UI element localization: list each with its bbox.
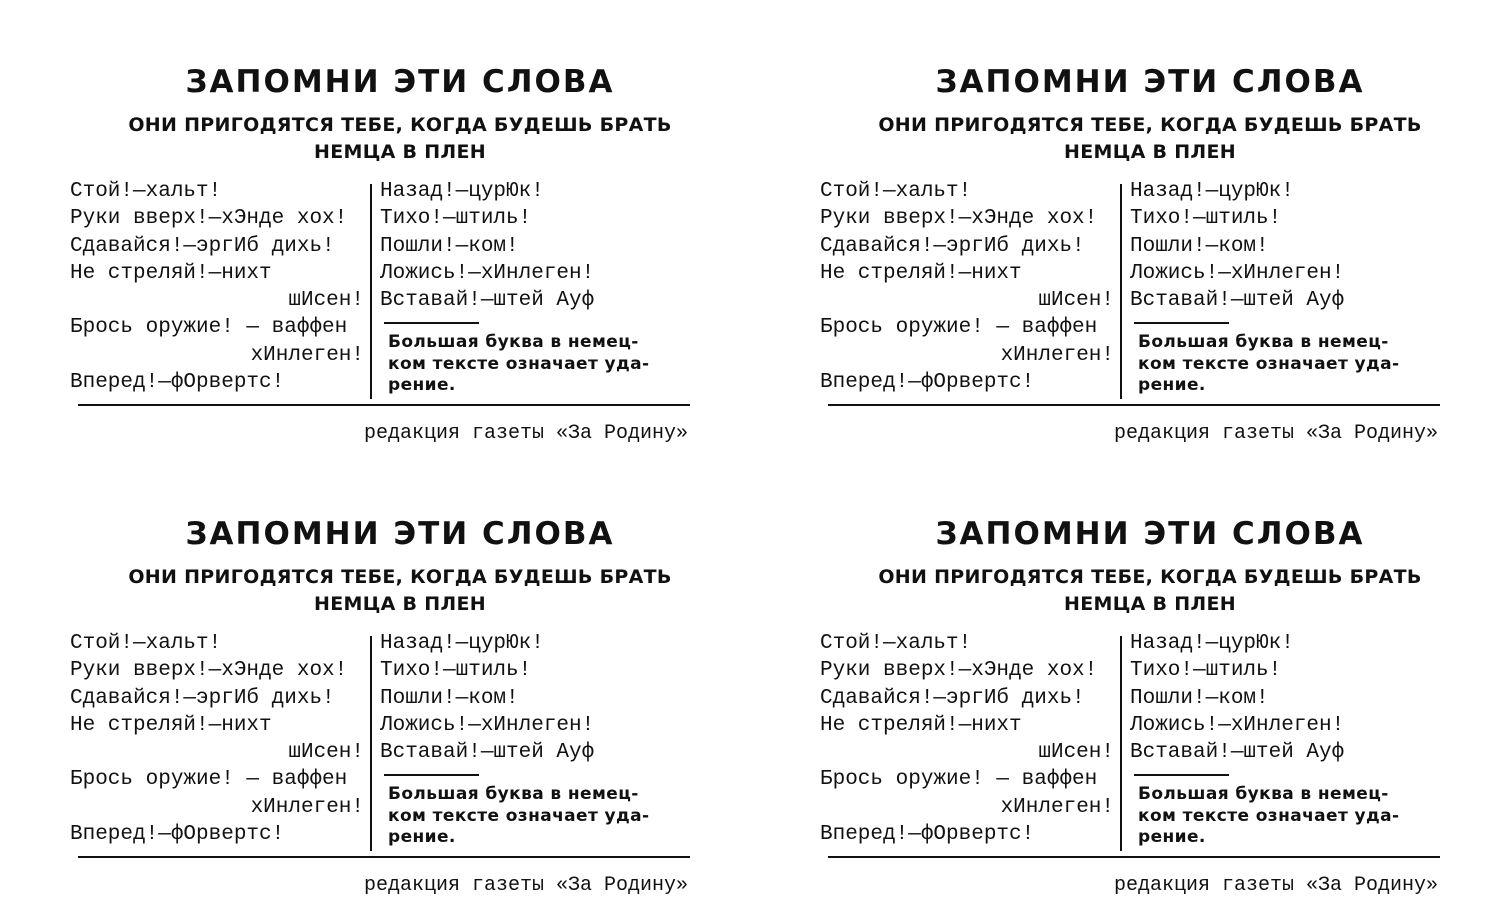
phrase-line: Не стреляй!—нихт	[70, 261, 272, 285]
column-divider	[1120, 636, 1122, 851]
phrase-line: Руки вверх!—хЭнде хох!	[70, 207, 348, 231]
note-line: рение.	[388, 375, 456, 395]
phrase-line: Брось оружие! — ваффен	[70, 316, 348, 340]
phrase-line: Брось оружие! — ваффен	[820, 316, 1098, 340]
note-line: Большая буква в немец-	[1138, 784, 1389, 804]
phrase-line: Стой!—хальт!	[820, 180, 972, 203]
card-title: ЗАПОМНИ ЭТИ СЛОВА	[935, 516, 1365, 552]
phrase-line: Не стреляй!—нихт	[820, 713, 1022, 737]
phrase-line: Пошли!—ком!	[1130, 234, 1269, 258]
phrase-line: хИнлеген!	[250, 343, 364, 367]
phrase-line: Назад!—цурЮк!	[380, 180, 544, 203]
phrase-line: Сдавайся!—эргИб дихь!	[820, 686, 1085, 710]
editorial-credit: редакция газеты «За Родину»	[363, 422, 688, 445]
phrase-line: Тихо!—штиль!	[1130, 659, 1282, 683]
phrase-line: Не стреляй!—нихт	[70, 713, 272, 737]
subtitle-line: ОНИ ПРИГОДЯТСЯ ТЕБЕ, КОГДА БУДЕШЬ БРАТЬ	[878, 114, 1422, 136]
phrase-line: Вставай!—штей Ауф	[380, 741, 595, 765]
card-subtitle	[70, 112, 730, 166]
phrase-line: Сдавайся!—эргИб дихь!	[70, 686, 335, 710]
column-divider	[370, 184, 372, 399]
note-separator	[384, 774, 479, 776]
phrase-line: Тихо!—штиль!	[1130, 207, 1282, 231]
phrases-right-column	[1130, 178, 1430, 314]
note-separator	[384, 322, 479, 324]
note-line: ком тексте означает уда-	[1138, 353, 1400, 374]
subtitle-line: НЕМЦА В ПЛЕН	[1064, 593, 1236, 615]
phrase-line: шИсен!	[288, 289, 364, 313]
column-divider	[370, 636, 372, 851]
subtitle-line: НЕМЦА В ПЛЕН	[314, 593, 486, 615]
leaflet-card-top-right	[820, 24, 1480, 444]
stress-note	[1138, 332, 1428, 397]
editorial-credit: редакция газеты «За Родину»	[1113, 874, 1438, 897]
phrase-line: Ложись!—хИнлеген!	[380, 713, 595, 737]
note-separator	[1134, 322, 1229, 324]
subtitle-line: ОНИ ПРИГОДЯТСЯ ТЕБЕ, КОГДА БУДЕШЬ БРАТЬ	[878, 566, 1422, 588]
note-line: Большая буква в немец-	[388, 332, 639, 352]
phrase-line: шИсен!	[288, 741, 364, 765]
phrase-line: Сдавайся!—эргИб дихь!	[820, 234, 1085, 258]
phrases-right-column	[380, 178, 680, 314]
bottom-rule	[78, 404, 690, 406]
subtitle-line: ОНИ ПРИГОДЯТСЯ ТЕБЕ, КОГДА БУДЕШЬ БРАТЬ	[128, 114, 672, 136]
column-divider	[1120, 184, 1122, 399]
phrase-line: Стой!—хальт!	[70, 632, 222, 655]
note-line: ком тексте означает уда-	[388, 805, 650, 826]
bottom-rule	[78, 856, 690, 858]
phrase-line: Пошли!—ком!	[1130, 686, 1269, 710]
phrase-line: Руки вверх!—хЭнде хох!	[820, 659, 1098, 683]
phrase-line: Ложись!—хИнлеген!	[1130, 713, 1345, 737]
phrase-line: Назад!—цурЮк!	[1130, 180, 1294, 203]
card-title: ЗАПОМНИ ЭТИ СЛОВА	[185, 64, 615, 100]
phrases-left-column	[70, 178, 364, 396]
phrases-left-column	[820, 630, 1114, 848]
phrase-line: Сдавайся!—эргИб дихь!	[70, 234, 335, 258]
bottom-rule	[828, 404, 1440, 406]
note-line: Большая буква в немец-	[1138, 332, 1389, 352]
subtitle-line: ОНИ ПРИГОДЯТСЯ ТЕБЕ, КОГДА БУДЕШЬ БРАТЬ	[128, 566, 672, 588]
note-line: рение.	[388, 827, 456, 847]
phrase-line: Назад!—цурЮк!	[1130, 632, 1294, 655]
bottom-rule	[828, 856, 1440, 858]
stress-note	[1138, 784, 1428, 849]
phrase-line: хИнлеген!	[1000, 795, 1114, 819]
editorial-credit: редакция газеты «За Родину»	[363, 874, 688, 897]
note-line: ком тексте означает уда-	[388, 353, 650, 374]
card-title: ЗАПОМНИ ЭТИ СЛОВА	[185, 516, 615, 552]
phrase-line: Назад!—цурЮк!	[380, 632, 544, 655]
phrase-line: хИнлеген!	[250, 795, 364, 819]
card-subtitle	[820, 112, 1480, 166]
phrase-line: Вставай!—штей Ауф	[380, 289, 595, 313]
note-line: рение.	[1138, 827, 1206, 847]
phrase-line: Вставай!—штей Ауф	[1130, 741, 1345, 765]
card-subtitle	[70, 564, 730, 618]
subtitle-line: НЕМЦА В ПЛЕН	[314, 141, 486, 163]
phrase-line: Брось оружие! — ваффен	[820, 768, 1098, 792]
phrase-line: Вставай!—штей Ауф	[1130, 289, 1345, 313]
phrases-left-column	[70, 630, 364, 848]
note-line: ком тексте означает уда-	[1138, 805, 1400, 826]
leaflet-card-bottom-left	[70, 476, 730, 896]
phrase-line: Стой!—хальт!	[820, 632, 972, 655]
phrase-line: Брось оружие! — ваффен	[70, 768, 348, 792]
phrase-line: Стой!—хальт!	[70, 180, 222, 203]
phrase-line: Вперед!—фОрвертс!	[820, 823, 1035, 847]
phrase-line: Ложись!—хИнлеген!	[380, 261, 595, 285]
phrase-line: Пошли!—ком!	[380, 686, 519, 710]
note-separator	[1134, 774, 1229, 776]
leaflet-card-top-left	[70, 24, 730, 444]
phrases-left-column	[820, 178, 1114, 396]
phrase-line: хИнлеген!	[1000, 343, 1114, 367]
phrase-line: Пошли!—ком!	[380, 234, 519, 258]
editorial-credit: редакция газеты «За Родину»	[1113, 422, 1438, 445]
phrase-line: шИсен!	[1038, 289, 1114, 313]
note-line: Большая буква в немец-	[388, 784, 639, 804]
stress-note	[388, 784, 678, 849]
phrase-line: Ложись!—хИнлеген!	[1130, 261, 1345, 285]
phrase-line: Вперед!—фОрвертс!	[70, 371, 285, 395]
phrase-line: Руки вверх!—хЭнде хох!	[820, 207, 1098, 231]
leaflet-card-bottom-right	[820, 476, 1480, 896]
phrase-line: Тихо!—штиль!	[380, 659, 532, 683]
phrase-line: шИсен!	[1038, 741, 1114, 765]
subtitle-line: НЕМЦА В ПЛЕН	[1064, 141, 1236, 163]
phrase-line: Вперед!—фОрвертс!	[70, 823, 285, 847]
phrase-line: Не стреляй!—нихт	[820, 261, 1022, 285]
phrase-line: Вперед!—фОрвертс!	[820, 371, 1035, 395]
phrases-right-column	[1130, 630, 1430, 766]
card-subtitle	[820, 564, 1480, 618]
phrase-line: Руки вверх!—хЭнде хох!	[70, 659, 348, 683]
phrase-line: Тихо!—штиль!	[380, 207, 532, 231]
note-line: рение.	[1138, 375, 1206, 395]
stress-note	[388, 332, 678, 397]
phrases-right-column	[380, 630, 680, 766]
card-title: ЗАПОМНИ ЭТИ СЛОВА	[935, 64, 1365, 100]
